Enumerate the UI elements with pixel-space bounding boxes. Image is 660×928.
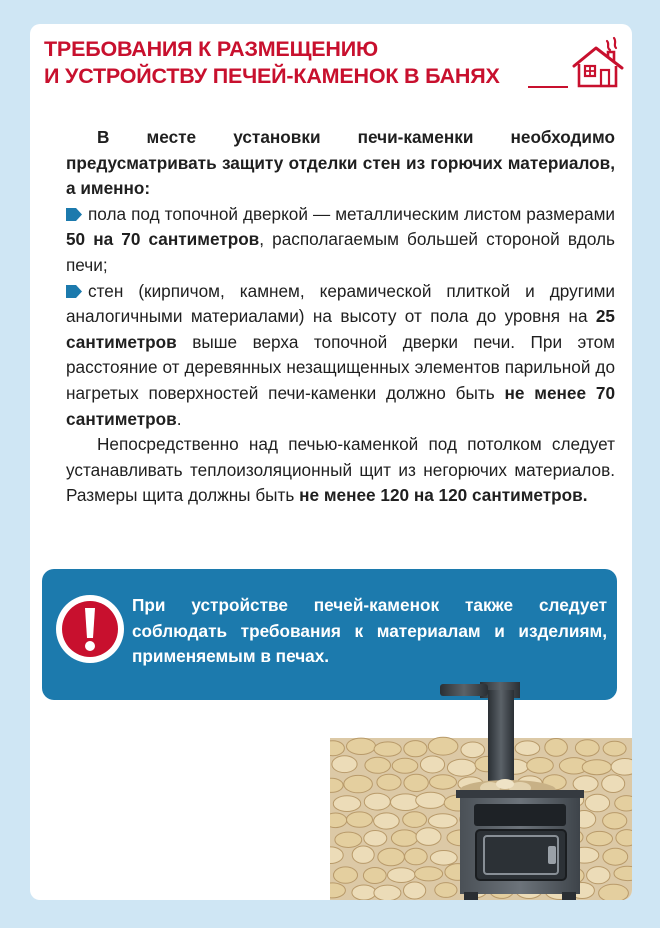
wall-stone	[335, 832, 362, 847]
wall-stone	[603, 741, 626, 756]
wall-stone	[416, 828, 441, 846]
main-text	[66, 125, 615, 509]
wall-stone	[344, 775, 373, 792]
wall-stone	[587, 831, 613, 845]
wall-stone	[611, 759, 632, 776]
bullet-item-floor	[66, 202, 615, 279]
bullet1-text-end: , располагаемым большей стороной вдоль печи;	[66, 229, 615, 275]
bullet-arrow-icon	[66, 285, 82, 298]
house-with-chimney-icon	[570, 36, 628, 90]
wall-stone	[364, 831, 387, 847]
wall-stone	[403, 812, 427, 828]
paragraph2-bold: не менее 120 на 120 сантиметров.	[299, 485, 588, 506]
wall-stone	[435, 883, 457, 898]
wall-stone	[374, 813, 400, 829]
wall-stone	[615, 796, 632, 811]
wall-stone	[582, 760, 611, 775]
wall-stone	[447, 759, 476, 776]
wall-stone	[602, 775, 625, 793]
wall-stone	[365, 757, 391, 773]
wall-stone	[333, 796, 360, 812]
wall-stone	[545, 739, 568, 757]
wall-stone	[374, 885, 401, 900]
wall-stone	[347, 812, 373, 827]
wall-stone	[377, 774, 401, 790]
intro-text: В месте установки печи-каменки необходимо предусматривать защиту отделки стен из горючих материалов, а именно:	[66, 127, 615, 199]
bullet2-text-end: .	[176, 408, 182, 429]
wall-stone	[587, 867, 610, 884]
sauna-stove-illustration	[330, 654, 632, 900]
wall-stone	[352, 846, 374, 863]
wall-stone	[416, 792, 446, 808]
wall-stone	[575, 740, 599, 756]
wall-stone	[585, 794, 609, 812]
wall-stone	[404, 774, 428, 791]
page-title	[44, 36, 564, 90]
wall-stone	[461, 742, 485, 758]
wall-stone	[404, 741, 427, 757]
wall-stone	[347, 738, 376, 754]
wall-stone	[415, 867, 443, 881]
wall-stone	[378, 848, 405, 866]
wall-stone	[332, 756, 357, 773]
wall-stone	[603, 813, 627, 829]
title-line-2: И УСТРОЙСТВУ ПЕЧЕЙ-КАМЕНОК В БАНЯХ	[44, 64, 500, 88]
warning-text: При устройстве печей-каменок также следует соблюдать требования к материалам и изделиям, применяемым в печах.	[132, 595, 607, 666]
wall-stone	[352, 885, 376, 900]
bullet1-bold: 50 на 70 сантиметров	[66, 229, 260, 250]
wall-stone	[420, 756, 444, 773]
wall-stone	[603, 848, 628, 865]
wall-stone	[364, 793, 390, 810]
wall-stone	[428, 814, 457, 828]
bullet-item-walls	[66, 279, 615, 433]
bullet2-text-middle: выше верха топочной дверки печи. При этом расстояние от деревянных незащищенных элементов парильной до нагретых поверхностей печи-каменки должно быть	[66, 331, 615, 403]
wall-stone	[515, 741, 540, 756]
wall-stone	[388, 868, 416, 883]
bullet2-text: стен (кирпичом, камнем, керамической плиткой и другими аналогичными материалами) на высоту от пола до уровня на	[66, 280, 615, 327]
wall-stone	[392, 758, 418, 773]
wall-stone	[527, 758, 554, 774]
wall-stone	[616, 830, 632, 846]
wall-stone	[330, 813, 347, 828]
wall-stone	[599, 884, 629, 900]
bullet2-bold-2: не менее 70 сантиметров	[66, 382, 615, 429]
wall-stone	[391, 830, 417, 846]
wall-stone	[363, 868, 386, 884]
wall-stone	[374, 742, 401, 756]
info-card	[30, 24, 632, 900]
wall-stone	[430, 851, 457, 866]
shield-paragraph	[66, 432, 615, 509]
title-line-1: ТРЕБОВАНИЯ К РАЗМЕЩЕНИЮ	[44, 37, 378, 61]
wall-stone	[573, 776, 598, 792]
wall-stone	[405, 848, 428, 865]
wall-stone	[334, 867, 358, 883]
bullet2-bold-1: 25 сантиметров	[66, 306, 615, 352]
wall-stone	[404, 882, 426, 899]
exclamation-warning-icon	[54, 593, 126, 665]
bullet1-text: пола под топочной дверкой — металлическим листом размерами	[88, 203, 615, 224]
intro-paragraph	[66, 125, 615, 202]
paragraph2-text: Непосредственно над печью-каменкой под потолком следует устанавливать теплоизоляционный щит из негорючих материалов. Размеры щита должны быть	[66, 434, 615, 506]
bullet-arrow-icon	[66, 208, 82, 221]
wall-stone	[430, 775, 457, 789]
title-underline	[528, 86, 568, 88]
wall-stone	[428, 737, 458, 755]
